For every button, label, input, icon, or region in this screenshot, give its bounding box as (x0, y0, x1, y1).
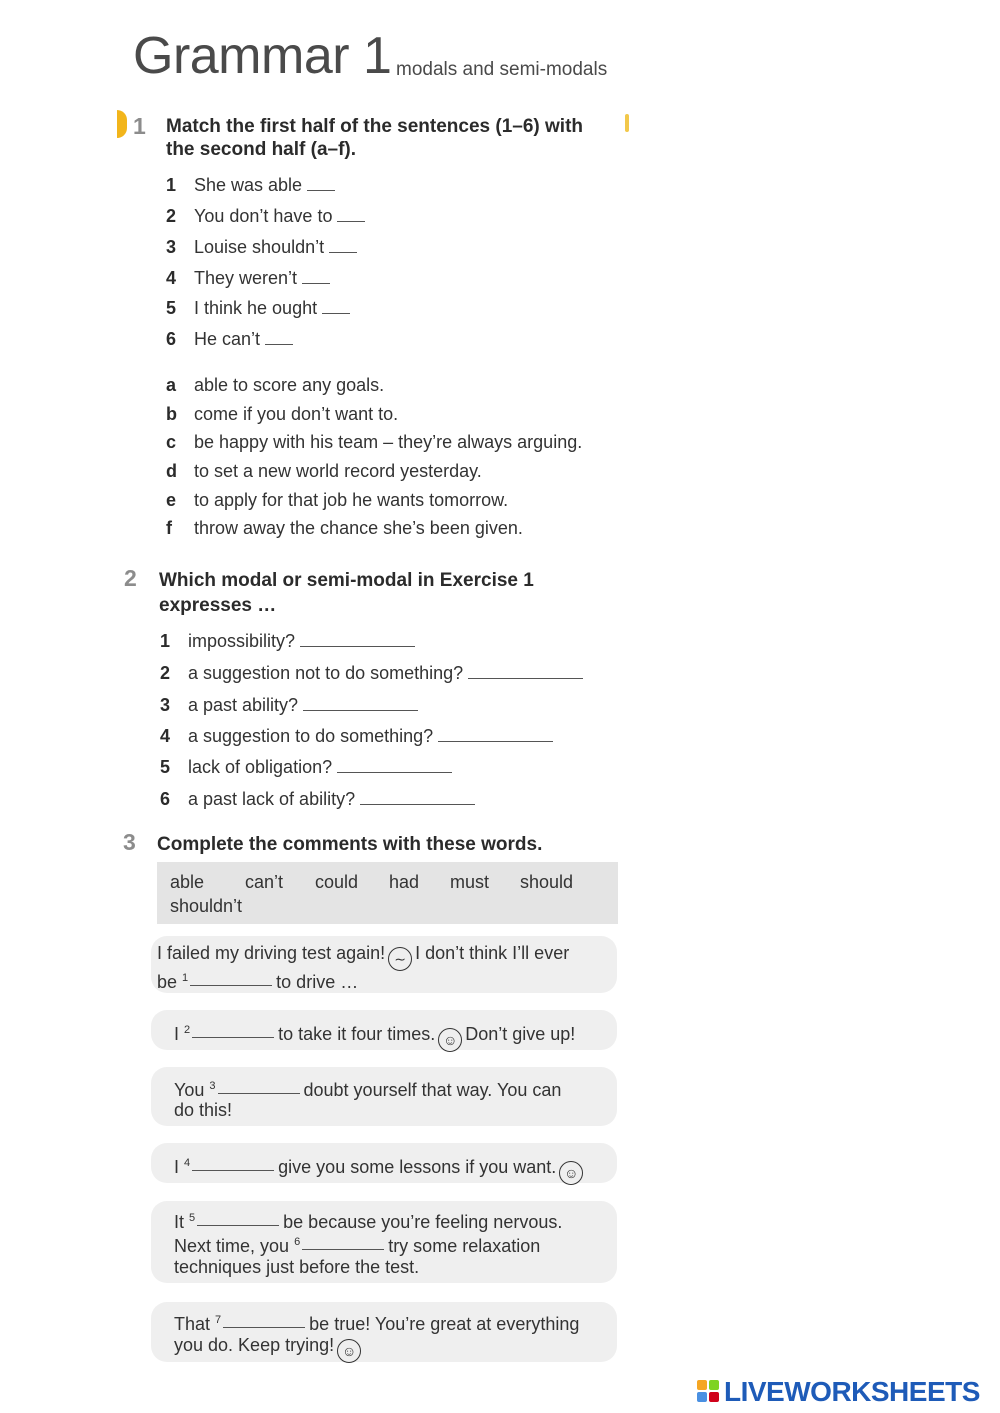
answer-gap-4[interactable] (192, 1169, 274, 1171)
word-option: able (170, 872, 205, 892)
gap-number: 5 (189, 1212, 196, 1224)
gap-number: 3 (209, 1080, 216, 1092)
item-number: 2 (160, 663, 171, 683)
answer-blank[interactable] (337, 220, 365, 222)
exercise-1-option (166, 432, 582, 453)
exercise-1-item (166, 329, 293, 350)
comment-bubble-6 (151, 1302, 617, 1362)
grinning-face-icon: ☺ (438, 1028, 462, 1052)
item-text: lack of obligation? (188, 757, 333, 777)
item-text: Louise shouldn’t (194, 237, 325, 257)
option-text: throw away the chance she’s been given. (194, 518, 523, 538)
option-text: to apply for that job he wants tomorrow. (194, 490, 509, 510)
comment-bubble-3 (151, 1067, 617, 1126)
item-number: 3 (160, 695, 171, 715)
gap-number: 4 (184, 1157, 191, 1169)
word-option: can’t (245, 872, 284, 892)
answer-blank[interactable] (468, 677, 583, 679)
item-text: She was able (194, 175, 303, 195)
option-letter: c (166, 432, 177, 452)
exercise-2-instruction-line2: expresses … (159, 595, 277, 616)
option-letter: e (166, 490, 177, 510)
comment-text: doubt yourself that way. You can (303, 1080, 562, 1100)
answer-gap-1[interactable] (190, 984, 272, 986)
item-number: 1 (166, 175, 177, 195)
comment-text: Next time, you (174, 1236, 290, 1256)
page-subtitle: modals and semi-modals (396, 59, 608, 80)
answer-blank[interactable] (302, 282, 330, 284)
item-text: He can’t (194, 329, 261, 349)
comment-text: I don’t think I’ll ever (415, 943, 570, 963)
exercise-1-number: 1 (133, 113, 146, 139)
exercise-1-item (166, 298, 350, 319)
option-text: be happy with his team – they’re always arguing. (194, 432, 583, 452)
exercise-1-option (166, 518, 523, 539)
word-option: must (450, 872, 490, 892)
item-text: I think he ought (194, 298, 318, 318)
exercise-2-item (160, 757, 452, 778)
item-number: 1 (160, 631, 171, 651)
crying-face-icon: ∼ (388, 947, 412, 971)
item-text: a suggestion not to do something? (188, 663, 464, 683)
exercise-1-item (166, 175, 335, 196)
exercise-1-option (166, 490, 508, 511)
word-option: should (520, 872, 574, 892)
answer-gap-2[interactable] (192, 1036, 274, 1038)
comment-text: give you some lessons if you want. (278, 1157, 557, 1177)
answer-blank[interactable] (300, 645, 415, 647)
page-title: Grammar 1 (133, 27, 392, 85)
exercise-3-instruction: Complete the comments with these words. (157, 834, 543, 855)
exercise-3-number: 3 (123, 829, 136, 855)
comment-bubble-5 (151, 1201, 617, 1283)
item-number: 4 (166, 268, 177, 288)
exercise-1-item (166, 237, 357, 258)
item-text: You don’t have to (194, 206, 333, 226)
exercise-2-item (160, 663, 583, 684)
comment-text: It (174, 1212, 185, 1232)
item-number: 3 (166, 237, 177, 257)
gap-number: 1 (182, 972, 189, 984)
exercise-2-item (160, 695, 418, 716)
comment-bubble-2 (151, 1010, 617, 1050)
item-text: a past lack of ability? (188, 789, 356, 809)
answer-blank[interactable] (360, 803, 475, 805)
item-number: 5 (160, 757, 171, 777)
exercise-1-item (166, 206, 365, 227)
comment-text: That (174, 1314, 211, 1334)
comment-text: try some relaxation (388, 1236, 541, 1256)
exercise-1-instruction-line2: the second half (a–f). (166, 139, 357, 160)
comment-text: be (157, 972, 178, 992)
item-text: a past ability? (188, 695, 299, 715)
exercise-1-option (166, 375, 384, 396)
word-option: shouldn’t (170, 896, 243, 916)
exercise-2-item (160, 789, 475, 810)
comment-bubble-4 (151, 1143, 617, 1183)
comment-text: techniques just before the test. (174, 1257, 420, 1277)
comment-text: be true! You’re great at everything (309, 1314, 580, 1334)
comment-bubble-1 (151, 936, 617, 993)
option-text: come if you don’t want to. (194, 404, 399, 424)
option-letter: f (166, 518, 172, 538)
exercise-2-number: 2 (124, 565, 137, 591)
word-option: had (389, 872, 420, 892)
exercise-marker (117, 110, 127, 138)
comment-text: do this! (174, 1100, 233, 1120)
exercise-1-option (166, 461, 482, 482)
item-number: 4 (160, 726, 171, 746)
gap-number: 2 (184, 1024, 191, 1036)
answer-blank[interactable] (438, 740, 553, 742)
item-number: 5 (166, 298, 177, 318)
answer-blank[interactable] (303, 709, 418, 711)
comment-text: to take it four times. (278, 1024, 436, 1044)
comment-text: I failed my driving test again! (157, 943, 386, 963)
comment-text: I (174, 1024, 180, 1044)
item-number: 6 (160, 789, 171, 809)
winking-face-icon: ☺ (559, 1161, 583, 1185)
comment-text: Don’t give up! (465, 1024, 576, 1044)
item-text: They weren’t (194, 268, 298, 288)
gap-number: 7 (215, 1314, 222, 1326)
answer-gap-6[interactable] (302, 1248, 384, 1250)
answer-blank[interactable] (307, 189, 335, 191)
logo-text: LIVEWORKSHEETS (724, 1376, 980, 1407)
item-text: impossibility? (188, 631, 296, 651)
answer-gap-3[interactable] (218, 1092, 300, 1094)
option-letter: d (166, 461, 177, 481)
exercise-2-item (160, 631, 415, 652)
logo-mark-icon (697, 1380, 721, 1404)
item-number: 6 (166, 329, 177, 349)
word-box (157, 862, 618, 924)
exercise-2-item (160, 726, 553, 747)
comment-text: I (174, 1157, 180, 1177)
answer-gap-7[interactable] (223, 1326, 305, 1328)
answer-blank[interactable] (337, 771, 452, 773)
option-letter: b (166, 404, 177, 424)
comment-text: You (174, 1080, 205, 1100)
exercise-1-instruction-line1: Match the first half of the sentences (1–6) with (166, 116, 584, 137)
gap-number: 6 (294, 1236, 301, 1248)
exercise-marker-right (625, 114, 629, 132)
exercise-2-instruction-line1: Which modal or semi-modal in Exercise 1 (159, 570, 534, 591)
option-text: able to score any goals. (194, 375, 385, 395)
answer-blank[interactable] (329, 251, 357, 253)
answer-blank[interactable] (265, 343, 293, 345)
answer-blank[interactable] (322, 312, 350, 314)
item-text: a suggestion to do something? (188, 726, 434, 746)
word-option: could (315, 872, 359, 892)
option-text: to set a new world record yesterday. (194, 461, 482, 481)
item-number: 2 (166, 206, 177, 226)
grinning-face-icon: ☺ (337, 1339, 361, 1363)
comment-text: to drive … (276, 972, 359, 992)
answer-gap-5[interactable] (197, 1224, 279, 1226)
exercise-1-item (166, 268, 330, 289)
comment-text: you do. Keep trying! (174, 1335, 335, 1355)
exercise-1-option (166, 404, 398, 425)
comment-text: be because you’re feeling nervous. (283, 1212, 563, 1232)
option-letter: a (166, 375, 177, 395)
